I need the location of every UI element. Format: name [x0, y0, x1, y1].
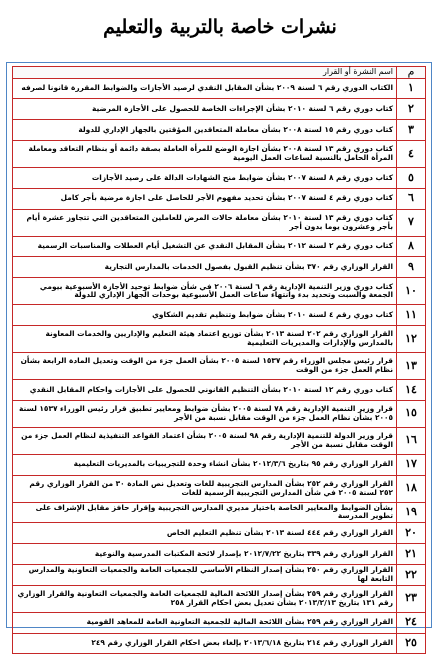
row-title: كتاب دوري وزير التنمية الإدارية رقم ٦ لسنة ٢٠٠٦ في شأن ضوابط توحيد الأجازة الأسبوعية بيومي الجمعة والسبت وتحديد بدء وانتهاء ساعات العمل الأسبوعية بوحدات الجهاز الإداري للدولة — [13, 278, 397, 305]
row-number: ١٦ — [397, 427, 426, 454]
table-row — [13, 188, 426, 209]
row-title: القرار الوزاري رقم ٢٥٩ بشأن اللائحة المالية للجمعية التعاونية العامة للمعاهد القومية — [13, 612, 397, 633]
row-number: ١٩ — [397, 502, 426, 523]
row-number: ١١ — [397, 305, 426, 326]
row-title: القرار الوزاري رقم ٣٧٠ بشأن تنظيم القبول بفصول الخدمات بالمدارس التجارية — [13, 257, 397, 278]
table-row — [13, 167, 426, 188]
row-title: كتاب دوري رقم ١٥ لسنة ٢٠٠٨ بشأن معاملة المتعاقدين المؤقتين بالجهاز الإداري للدولة — [13, 120, 397, 141]
table-row — [13, 278, 426, 305]
table-row — [13, 400, 426, 427]
row-number: ١٠ — [397, 278, 426, 305]
row-title: كتاب دوري رقم ٦ لسنة ٢٠١٠ بشأن الإجراءات الخاصة للحصول على الأجازة المرضية — [13, 99, 397, 120]
row-title: القرار الوزاري رقم ٣٣٩ بتاريخ ٢٠١٢/٧/٢٢ بإصدار لائحة المكتبات المدرسية والنوعية — [13, 544, 397, 565]
row-title: كتاب دوري رقم ٤ لسنة ٢٠٠٧ بشأن تحديد مفهوم الأجر للحاصل على اجازة مرضية بأجر كامل — [13, 188, 397, 209]
table-row — [13, 475, 426, 502]
row-number: ١٥ — [397, 400, 426, 427]
table-row — [13, 379, 426, 400]
row-title: بشأن الضوابط والمعايير الخاصة باختيار مديري المدارس التجريبية وإقرار حافز مقابل الإشراف على تطوير المدرسة — [13, 502, 397, 523]
row-number: ١٧ — [397, 454, 426, 475]
row-title: القرار الوزاري رقم ٩٥ بتاريخ ٢٠١٢/٣/٦ بشأن انشاء وحدة للتجريبيات بالمديريات التعليمية — [13, 454, 397, 475]
table-row — [13, 427, 426, 454]
row-number: ٢ — [397, 99, 426, 120]
row-number: ١٨ — [397, 475, 426, 502]
row-number: ٧ — [397, 209, 426, 236]
row-number: ٢١ — [397, 544, 426, 565]
row-number: ٦ — [397, 188, 426, 209]
row-title: كتاب دوري رقم ٢ لسنة ٢٠١٢ بشأن المقابل النقدي عن التشغيل أيام العطلات والمناسبات الرسمية — [13, 236, 397, 257]
table-row — [13, 544, 426, 565]
row-title: كتاب دوري رقم ١٣ لسنة ٢٠١٠ بشأن معاملة حالات المرض للعاملين المتعاقدين التي تتجاوز عشرة أيام بأجر وعشرون يوما بدون أجر — [13, 209, 397, 236]
row-number: ١٣ — [397, 352, 426, 379]
row-title: الكتاب الدوري رقم ٦ لسنة ٢٠٠٩ بشأن المقابل النقدي لرصيد الأجازات والضوابط المقررة قانونا لصرفه — [13, 78, 397, 99]
table-row — [13, 564, 426, 585]
row-number: ٤ — [397, 140, 426, 167]
table-row — [13, 523, 426, 544]
table-row — [13, 257, 426, 278]
table-row — [13, 612, 426, 633]
table-header-row — [13, 67, 426, 79]
row-number: ٢٥ — [397, 633, 426, 654]
row-title: القرار الوزاري رقم ٢٥٢ بشأن المدارس التجريبية للغات وتعديل نص المادة ٣٠ من القرار الوزاري رقم ٢٥٢ لسنة ٢٠٠٥ في شأن المدارس التجريبية الرسمية للغات — [13, 475, 397, 502]
row-title: قرار وزير الدولة للتنمية الإدارية رقم ٩٨ لسنة ٢٠٠٥ بشأن اعتماد القواعد التنفيذية لنظام العمل جزء من الوقت مقابل نسبة من الأجر — [13, 427, 397, 454]
table-row — [13, 236, 426, 257]
row-number: ١٢ — [397, 325, 426, 352]
row-title: كتاب دوري رقم ١٣ لسنة ٢٠٠٨ بشأن اجازة الوضع للمرأة العاملة بصفة دائمة أو بنظام التعاقد ومعاملة المرأة الحامل بالنسبة لساعات العمل اليومية — [13, 140, 397, 167]
row-title: القرار الوزاري رقم ٢٥٠ بشأن إصدار النظام الأساسي للجمعيات العامة والجمعيات التعاونية والمدارس التابعة لها — [13, 564, 397, 585]
table-row — [13, 305, 426, 326]
row-number: ٩ — [397, 257, 426, 278]
row-number: ٢٣ — [397, 585, 426, 612]
row-number: ٢٤ — [397, 612, 426, 633]
row-number: ٢٢ — [397, 564, 426, 585]
row-number: ٣ — [397, 120, 426, 141]
row-number: ٢٠ — [397, 523, 426, 544]
table-row — [13, 352, 426, 379]
table-row — [13, 454, 426, 475]
table-row — [13, 78, 426, 99]
header-name: اسم النشرة أو القرار — [13, 67, 397, 79]
page-title: نشرات خاصة بالتربية والتعليم — [103, 16, 337, 38]
row-number: ٥ — [397, 167, 426, 188]
table-row — [13, 140, 426, 167]
row-title: القرار الوزاري رقم ٢٥٩ بشأن إصدار اللائحة المالية للجمعيات العامة والجمعيات التعاونية والقرار الوزاري رقم ١٣١ بتاريخ ٢٠١٣/٢/١٣ بشأن تعديل بعض احكام القرار ٢٥٨ — [13, 585, 397, 612]
table-row — [13, 585, 426, 612]
table-row — [13, 325, 426, 352]
table-row — [13, 99, 426, 120]
row-title: كتاب دوري رقم ١٢ لسنة ٢٠١٠ بشأن التنظيم القانوني للحصول على الأجازات واحكام المقابل النقدي — [13, 379, 397, 400]
row-title: القرار الوزاري رقم ٢١٤ بتاريخ ٢٠١٣/٦/١٨ بإلغاء بعض احكام القرار الوزاري رقم ٢٤٩ — [13, 633, 397, 654]
table-row — [13, 209, 426, 236]
row-number: ٨ — [397, 236, 426, 257]
row-title: قرار رئيس مجلس الوزراء رقم ١٥٣٧ لسنة ٢٠٠٥ بشأن العمل جزء من الوقت وتعديل المادة الرابعة بشأن نظام العمل جزء من الوقت — [13, 352, 397, 379]
row-title: قرار وزير التنمية الإدارية رقم ٧٨ لسنة ٢٠٠٥ بشأن ضوابط ومعايير تطبيق قرار رئيس الوزراء ١٥٣٧ لسنة ٢٠٠٥ بشأن نظام العمل جزء من الوقت مقابل نسبة من الأجر — [13, 400, 397, 427]
table-row — [13, 633, 426, 654]
row-title: كتاب دوري رقم ٨ لسنة ٢٠٠٧ بشأن ضوابط منح الشهادات الدالة على رصيد الأجازات — [13, 167, 397, 188]
row-title: القرار الوزاري رقم ٢٠٢ لسنة ٢٠١٣ بشأن توزيع اعتماد هيئة التعليم والإداريين والخدمات المعاونة بالمدارس والإدارات والمديريات التعليمية — [13, 325, 397, 352]
row-number: ١٤ — [397, 379, 426, 400]
publications-table — [12, 66, 426, 654]
table-row — [13, 120, 426, 141]
row-number: ١ — [397, 78, 426, 99]
row-title: القرار الوزاري رقم ٤٤٤ لسنة ٢٠١٣ بشأن تنظيم التعليم الخاص — [13, 523, 397, 544]
header-number: م — [397, 67, 426, 79]
table-row — [13, 502, 426, 523]
row-title: كتاب دوري رقم ٤ لسنة ٢٠١٠ بشأن ضوابط وتنظيم تقديم الشكاوي — [13, 305, 397, 326]
